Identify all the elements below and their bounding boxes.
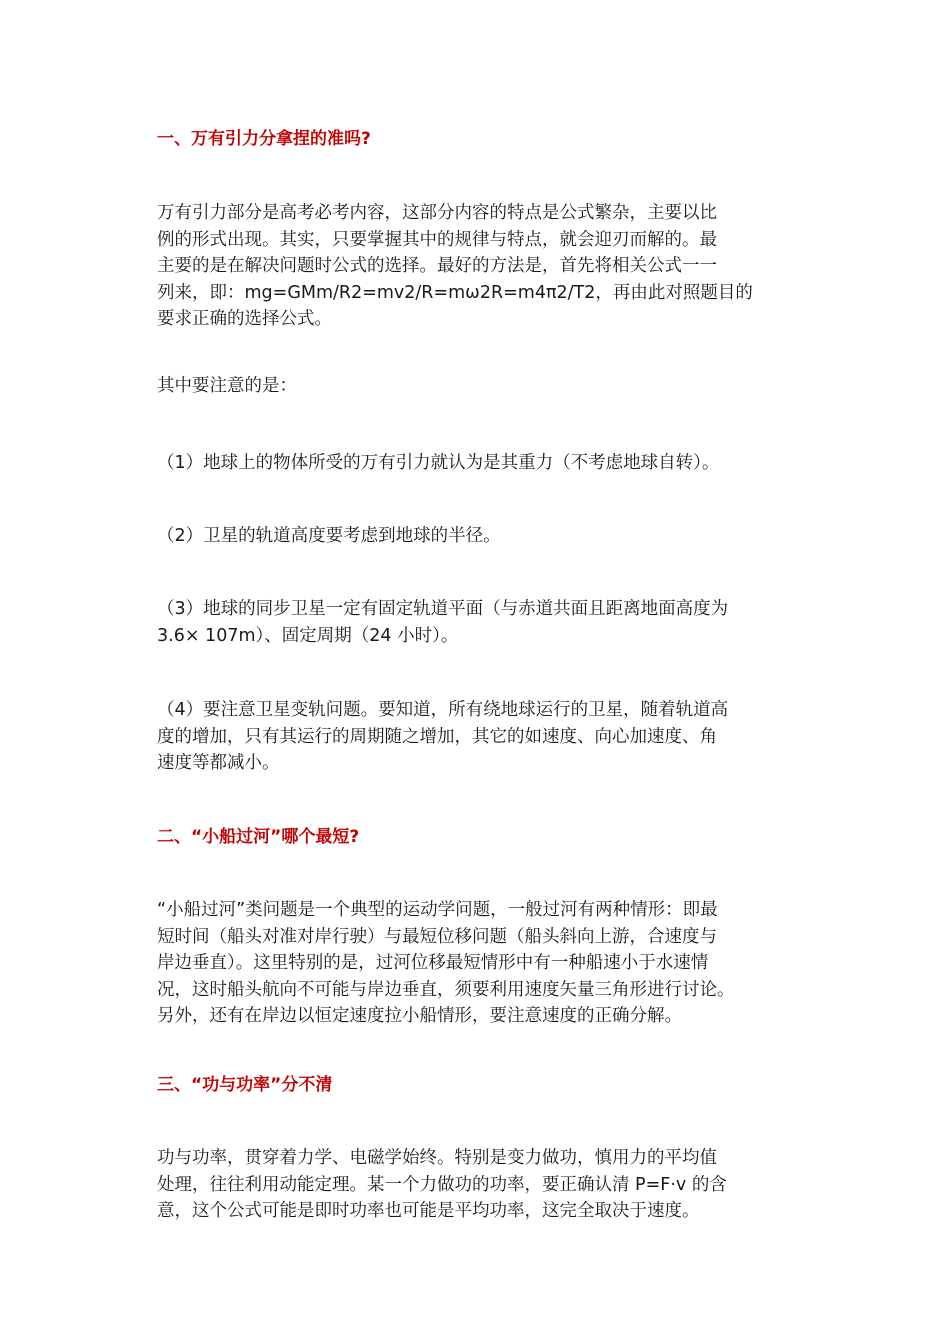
- point-1: [157, 450, 807, 477]
- section-3-body: [157, 1145, 807, 1225]
- point-2-line-1: （2）卫星的轨道高度要考虑到地球的半径。: [157, 526, 501, 546]
- point-3-line-2: 3.6× 107m）、固定周期（24 小时）。: [157, 625, 459, 646]
- section-2-line-3: 岸边垂直）。这里特别的是，过河位移最短情形中有一种船速小于水速情: [157, 953, 709, 974]
- section-1-heading: 一、万有引力分拿捏的准吗?: [157, 129, 371, 149]
- point-3: [157, 596, 807, 649]
- point-4-line-3: 速度等都减小。: [157, 753, 280, 774]
- section-1-intro-line-1: 万有引力部分是高考必考内容，这部分内容的特点是公式繁杂，主要以比: [157, 203, 717, 223]
- section-2-body: [157, 897, 807, 1030]
- section-2-line-4: 况，这时船头航向不可能与岸边垂直，须要利用速度矢量三角形进行讨论。: [157, 979, 735, 1000]
- point-4-line-2: 度的增加，只有其运行的周期随之增加，其它的如速度、向心加速度、角: [157, 726, 717, 747]
- section-1-intro: [157, 200, 807, 333]
- point-4: [157, 697, 807, 777]
- section-3-line-1: 功与功率，贯穿着力学、电磁学始终。特别是变力做功，慎用力的平均值: [157, 1148, 717, 1168]
- section-2-line-1: “小船过河”类问题是一个典型的运动学问题，一般过河有两种情形：即最: [157, 900, 718, 920]
- section-2-line-2: 短时间（船头对准对岸行驶）与最短位移问题（船头斜向上游，合速度与: [157, 926, 717, 947]
- section-2-line-5: 另外，还有在岸边以恒定速度拉小船情形，要注意速度的正确分解。: [157, 1006, 682, 1027]
- point-1-line-1: （1）地球上的物体所受的万有引力就认为是其重力（不考虑地球自转）。: [157, 453, 720, 473]
- section-1-intro-line-4: 列来，即：mg=GMm/R2=mv2/R=mω2R=m4π2/T2，再由此对照题目的: [157, 282, 753, 303]
- section-3-line-2: 处理，往往利用动能定理。某一个力做功的功率，要正确认清 P=F·v 的含: [157, 1174, 727, 1195]
- point-3-line-1: （3）地球的同步卫星一定有固定轨道平面（与赤道共面且距离地面高度为: [157, 599, 729, 619]
- section-3-line-3: 意，这个公式可能是即时功率也可能是平均功率，这完全取决于速度。: [157, 1201, 700, 1222]
- point-2: [157, 523, 807, 550]
- section-1-intro-line-3: 主要的是在解决问题时公式的选择。最好的方法是，首先将相关公式一一: [157, 256, 717, 277]
- section-1-note-label: [157, 373, 807, 400]
- section-3-heading: 三、“功与功率”分不清: [157, 1075, 333, 1095]
- section-1-intro-line-2: 例的形式出现。其实，只要掌握其中的规律与特点，就会迎刃而解的。最: [157, 229, 717, 250]
- point-4-line-1: （4）要注意卫星变轨问题。要知道，所有绕地球运行的卫星，随着轨道高: [157, 700, 729, 720]
- note-label-text: 其中要注意的是：: [157, 376, 297, 396]
- section-1-intro-line-5: 要求正确的选择公式。: [157, 309, 332, 330]
- section-2-heading: 二、“小船过河”哪个最短?: [157, 827, 360, 847]
